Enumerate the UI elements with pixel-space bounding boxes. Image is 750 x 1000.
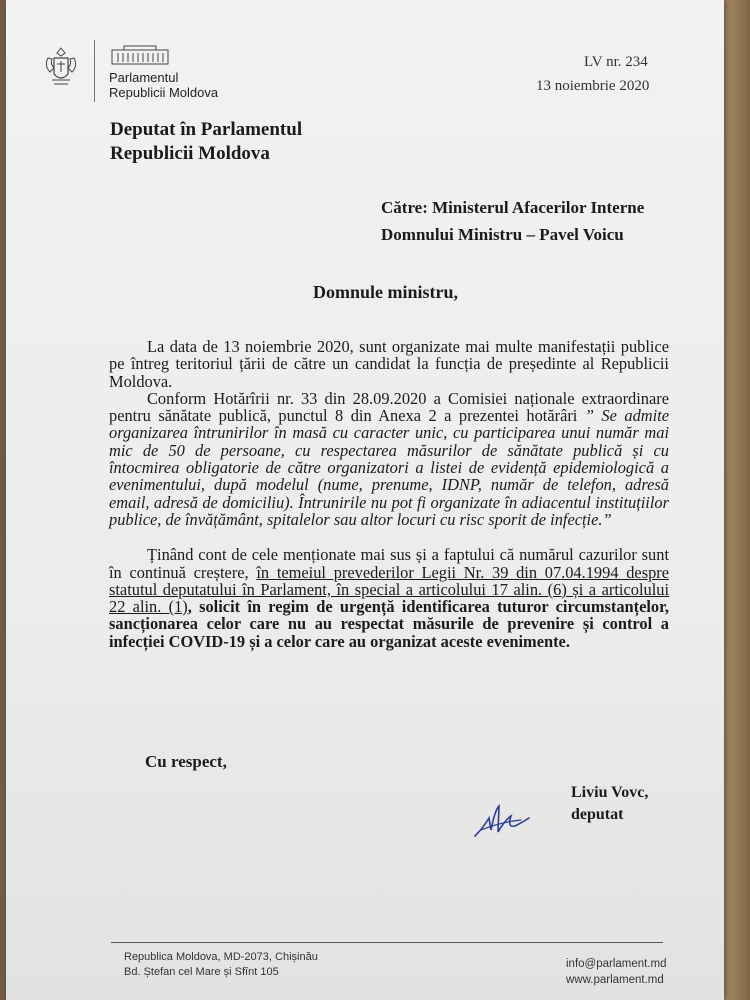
parliament-building-icon bbox=[110, 44, 170, 66]
paragraph-3-request: , solicit în regim de urgență identificarea tuturor circumstanțelor, sancționarea celor care nu au respectat măsurile de prevenire și control a infecției COVID-19 și a celor care au organizat aceste evenimente. bbox=[109, 597, 669, 651]
footer-email: info@parlament.md bbox=[566, 958, 667, 970]
org-line-2: Republicii Moldova bbox=[109, 85, 219, 100]
footer-website: www.parlament.md bbox=[566, 974, 664, 986]
address-line-1: Republica Moldova, MD-2073, Chișinău bbox=[124, 951, 318, 963]
sender-line-2: Republicii Moldova bbox=[110, 143, 270, 164]
sender-line-1: Deputat în Parlamentul bbox=[110, 119, 303, 140]
signer-block bbox=[571, 782, 648, 826]
coat-of-arms-icon bbox=[42, 44, 80, 90]
footer-address bbox=[124, 950, 318, 980]
letter-page bbox=[6, 0, 724, 1000]
recipient-line-2: Domnului Ministru – Pavel Voicu bbox=[381, 225, 624, 244]
closing: Cu respect, bbox=[145, 752, 227, 771]
signer-title: deputat bbox=[571, 806, 624, 823]
paragraph-2 bbox=[109, 390, 669, 528]
paragraph-1: La data de 13 noiembrie 2020, sunt organizate mai multe manifestații publice pe întreg teritoriul țării de către un candidat la funcția de președinte al Republicii Moldova. bbox=[109, 337, 669, 391]
letter-body bbox=[109, 338, 669, 650]
handwritten-signature bbox=[471, 800, 535, 842]
footer-divider bbox=[111, 942, 663, 943]
signer-name: Liviu Vovc, bbox=[571, 784, 649, 801]
salutation: Domnule ministru, bbox=[313, 282, 459, 302]
recipient-block bbox=[381, 194, 644, 248]
paragraph-2-intro: Conform Hotărîrii nr. 33 din 28.09.2020 a Comisiei naționale extraordinare pentru sănătate publică, punctul 8 din Anexa 2 a prezentei hotărâri bbox=[109, 388, 669, 426]
organization-name bbox=[109, 70, 218, 100]
recipient-line-1: Către: Ministerul Afacerilor Interne bbox=[381, 198, 645, 217]
paragraph-3-intro: Ținând cont de cele menționate mai sus și a faptului că numărul cazurilor sunt în continuă creștere, bbox=[109, 545, 669, 582]
org-line-1: Parlamentul bbox=[109, 70, 179, 85]
reference-number: LV nr. 234 bbox=[584, 54, 648, 70]
header-divider bbox=[94, 40, 95, 102]
footer-contacts bbox=[566, 956, 667, 988]
letter-date: 13 noiembrie 2020 bbox=[536, 78, 650, 94]
paragraph-2-quote: ” Se admite organizarea întrunirilor în masă cu caracter unic, cu participarea unui număr mai mic de 50 de persoane, cu respectarea măsurilor de sănătate publică și cu întocmirea obligatorie de către organizatori a listei de evidență epidemiologică a evenimentului, după modelul (nume, prenume, IDNP, număr de telefon, adresă email, adresă de domiciliu). Întrunirile nu pot fi organizate în adiacentul instituțiilor publice, de învățământ, spitalelor sau altor locuri cu risc sporit de infecție.” bbox=[109, 406, 669, 529]
paragraph-3 bbox=[109, 546, 669, 650]
address-line-2: Bd. Ștefan cel Mare și Sfînt 105 bbox=[124, 966, 279, 978]
sender-block bbox=[110, 118, 302, 166]
paragraph-3-legal-basis: în temeiul prevederilor Legii Nr. 39 din 07.04.1994 despre statutul deputatului în Parlament, în special a articolului 17 alin. (6) și a articolului 22 alin. (1) bbox=[109, 562, 669, 617]
